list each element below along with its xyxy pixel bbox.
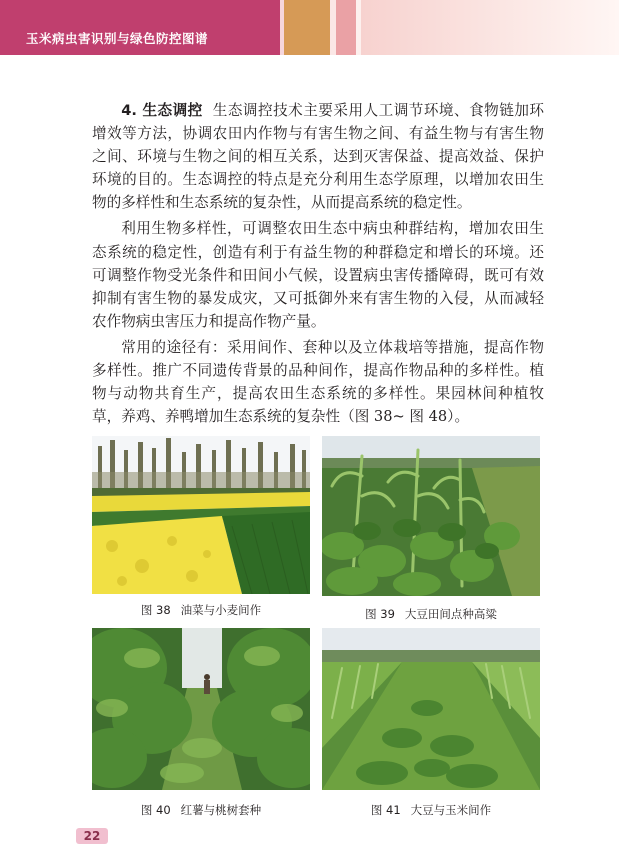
header-band: [0, 0, 619, 55]
paragraph: [92, 99, 544, 214]
figure-caption-text: 大豆田间点种高粱: [404, 607, 497, 621]
figure-caption: [322, 802, 540, 818]
figure-40: [92, 628, 310, 818]
section-heading: 4. 生态调控: [121, 102, 203, 119]
figure-41: [322, 628, 540, 818]
figure-caption: [92, 802, 310, 818]
photo-soybean-corn: [322, 628, 540, 790]
photo-sweetpotato-peach: [92, 628, 310, 790]
figure-number: 图 39: [365, 607, 395, 621]
figure-caption: [322, 606, 540, 622]
paragraph: 常用的途径有：采用间作、套种以及立体栽培等措施，提高作物多样性。推广不同遗传背景的品种间作，提高作物品种的多样性。植物与动物共育生产，提高农田生态系统的多样性。果园林间种植牧草，养鸡、养鸭增加生态系统的复杂性（图 38~ 图 48）。: [92, 338, 544, 426]
body-text: [92, 99, 544, 431]
header-gold-block: [284, 0, 330, 55]
paragraph: 利用生物多样性，可调整农田生态中病虫种群结构，增加农田生态系统的稳定性，创造有利于有益生物的种群稳定和增长的环境。还可调整作物受光条件和田间小气候，设置病虫害传播障碍，既可有效抑制有害生物的暴发成灾，又可抵御外来有害生物的入侵，从而减轻农作物病虫害压力和提高作物产量。: [92, 220, 544, 330]
figure-38: [92, 436, 310, 622]
figure-number: 图 38: [140, 603, 171, 617]
header-gradient-block: [361, 0, 619, 55]
figure-39: [322, 436, 540, 626]
figure-number: 图 41: [370, 803, 401, 817]
figure-number: 图 40: [140, 803, 171, 817]
figure-caption: [92, 602, 310, 618]
figure-caption-text: 大豆与玉米间作: [410, 803, 492, 817]
photo-rapeseed-wheat-intercrop: [92, 436, 310, 594]
paragraph-text: 生态调控技术主要采用人工调节环境、食物链加环增效等方法，协调农田内作物与有害生物之间、有益生物与有害生物之间、环境与生物之间的相互关系，达到灭害保益、提高效益、保护环境的目的。生态调控的特点是充分利用生态学原理，以增加农田生物的多样性和生态系统的复杂性，从而提高系统的稳定性。: [92, 102, 544, 212]
book-title: 玉米病虫害识别与绿色防控图谱: [26, 31, 209, 46]
header-pink-block: [336, 0, 356, 55]
photo-soybean-sorghum: [322, 436, 540, 596]
figure-caption-text: 油菜与小麦间作: [180, 603, 262, 617]
figure-caption-text: 红薯与桃树套种: [180, 803, 262, 817]
page-number: 22: [76, 828, 108, 844]
